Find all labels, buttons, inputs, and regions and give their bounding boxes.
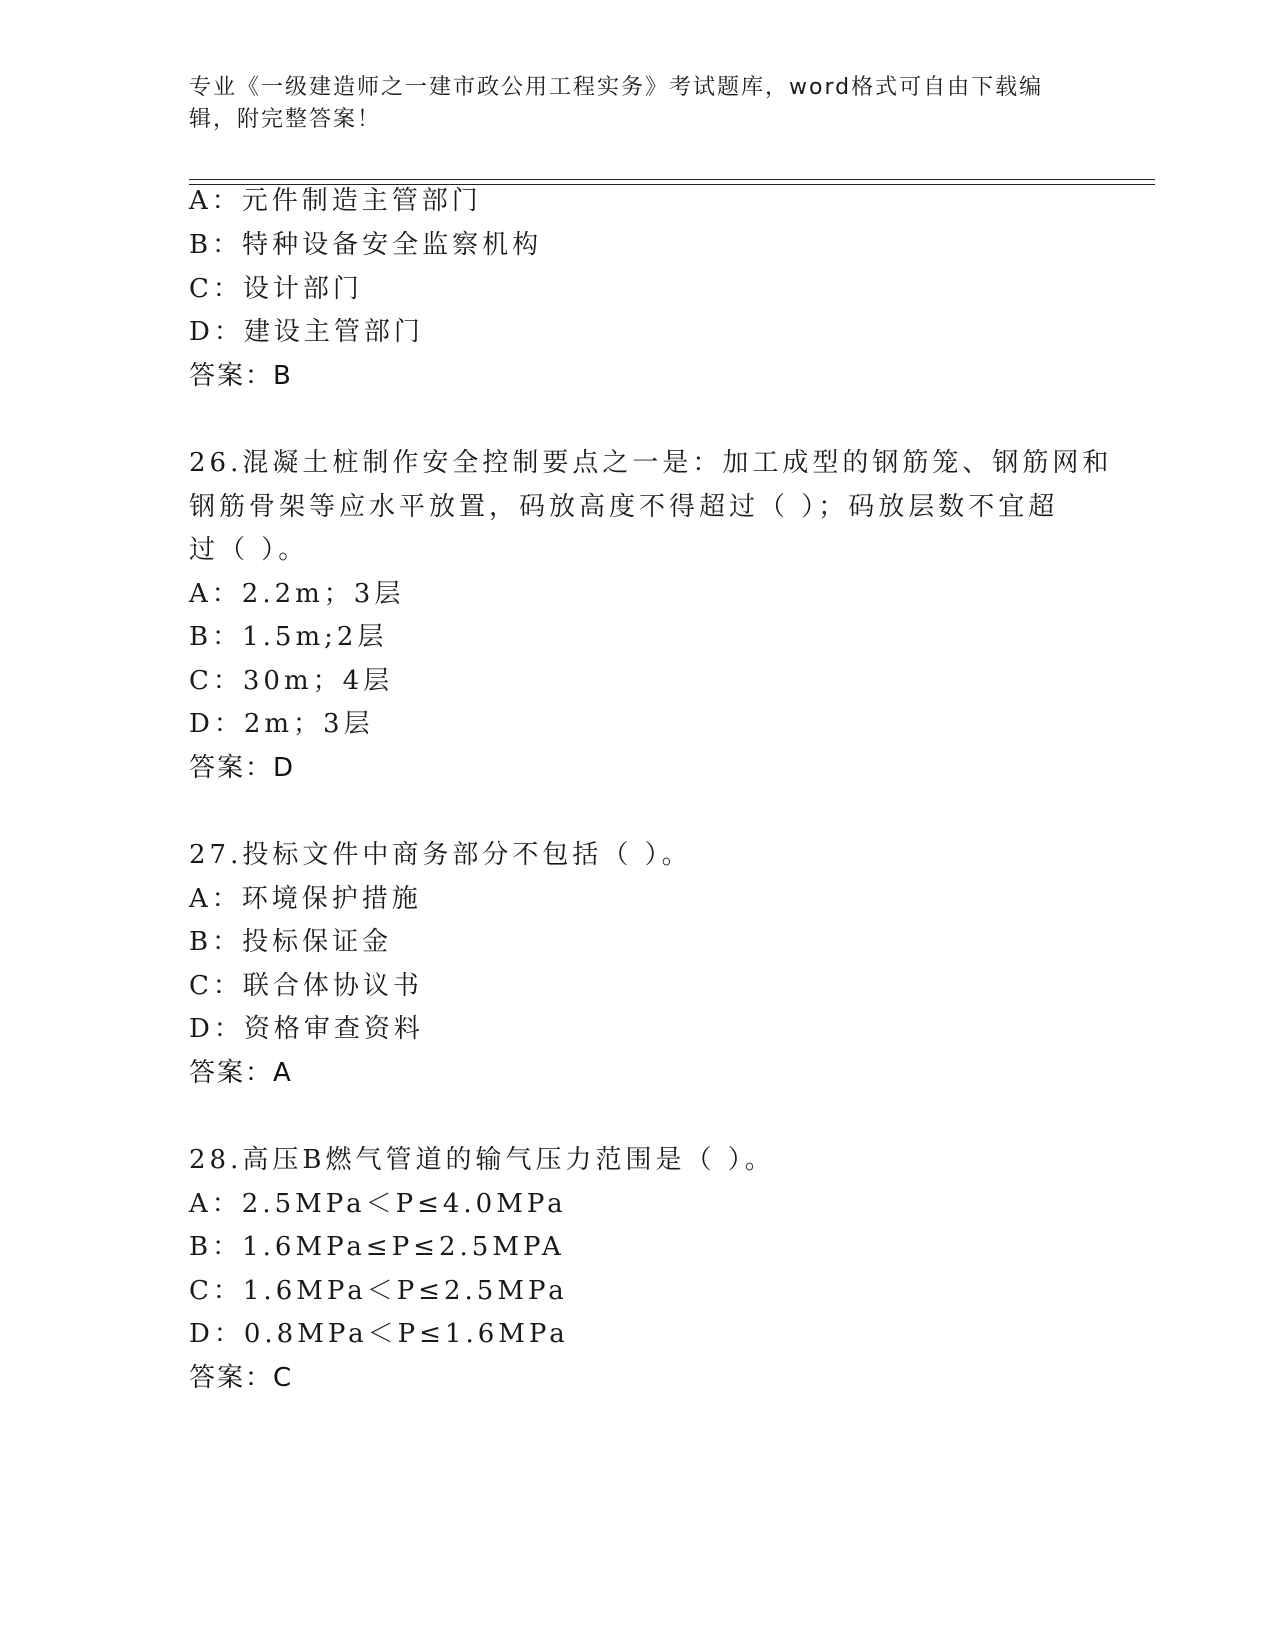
q28-option-d: D：0.8MPa＜P≤1.6MPa [189, 1319, 569, 1349]
q26-question-line-1: 26.混凝土桩制作安全控制要点之一是：加工成型的钢筋笼、钢筋网和 [189, 448, 1113, 478]
header-divider-top [189, 179, 1155, 180]
q26-answer: 答案：D [189, 753, 296, 783]
q26-question-line-3: 过（ ）。 [189, 535, 309, 565]
q28-option-c: C：1.6MPa＜P≤2.5MPa [189, 1276, 568, 1306]
q26-option-c: C：30m；4层 [189, 666, 394, 696]
q27-question: 27.投标文件中商务部分不包括（ ）。 [189, 840, 692, 870]
q26-option-d: D：2m；3层 [189, 709, 374, 739]
q25-option-c: C：设计部门 [189, 274, 363, 304]
q25-answer: 答案：B [189, 361, 293, 391]
q25-option-b: B：特种设备安全监察机构 [189, 230, 543, 260]
q28-answer: 答案：C [189, 1363, 294, 1393]
q27-option-c: C：联合体协议书 [189, 971, 423, 1001]
q27-option-a: A：环境保护措施 [189, 884, 422, 914]
q28-option-a: A：2.5MPa＜P≤4.0MPa [189, 1189, 567, 1219]
q28-option-b: B：1.6MPa≤P≤2.5MPA [189, 1232, 565, 1262]
q27-answer: 答案：A [189, 1058, 293, 1088]
q26-option-a: A：2.2m；3层 [189, 579, 405, 609]
q25-option-a: A：元件制造主管部门 [189, 186, 482, 216]
header-line-2: 辑，附完整答案！ [189, 107, 382, 132]
q28-question: 28.高压B燃气管道的输气压力范围是（ ）。 [189, 1145, 775, 1175]
q25-option-d: D：建设主管部门 [189, 317, 424, 347]
q26-question-line-2: 钢筋骨架等应水平放置，码放高度不得超过（ ）；码放层数不宜超 [189, 492, 1059, 522]
q27-option-b: B：投标保证金 [189, 927, 393, 957]
header-line-1: 专业《一级建造师之一建市政公用工程实务》考试题库，word格式可自由下载编 [189, 75, 1044, 100]
q26-option-b: B：1.5m;2层 [189, 622, 388, 652]
q27-option-d: D：资格审查资料 [189, 1014, 424, 1044]
document-header [189, 72, 1069, 136]
